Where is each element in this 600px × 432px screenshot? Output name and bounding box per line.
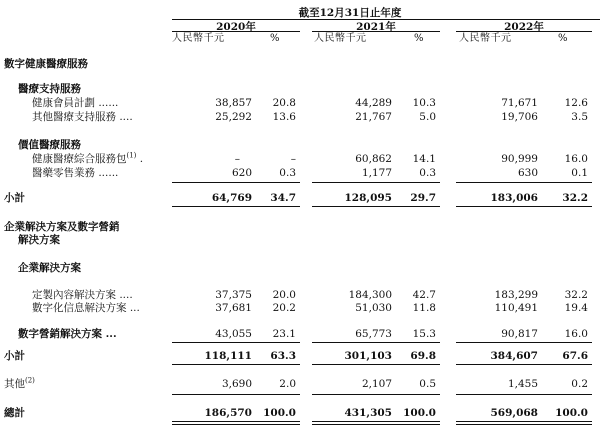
unit-rmb-2022: 人民幣千元 <box>459 33 512 44</box>
total-2021: 431,305 <box>344 407 392 419</box>
total-2021-pct: 100.0 <box>403 407 436 419</box>
subtotal1-top-rule-2020 <box>172 182 300 183</box>
subtotal1-top-rule-2022 <box>456 182 592 183</box>
section-enterprise-digital-line1: 企業解決方案及數字營銷 <box>4 221 120 233</box>
subtotal2-label: 小計 <box>4 350 25 362</box>
unit-pct-2021: % <box>414 33 425 44</box>
digital-marketing-2022: 90,817 <box>501 328 538 340</box>
other-medical-support-2022: 19,706 <box>501 111 538 123</box>
year-2022-header: 2022年 <box>504 21 544 33</box>
total-2022: 569,068 <box>490 407 538 419</box>
total-2022-pct: 100.0 <box>555 407 588 419</box>
pharma-retail-2021-pct: 0.3 <box>419 167 436 179</box>
subtotal2-2020-pct: 63.3 <box>270 350 296 362</box>
subtotal2-2021-pct: 69.8 <box>410 350 436 362</box>
unit-rmb-2020: 人民幣千元 <box>172 33 225 44</box>
pharma-retail-2022: 630 <box>517 167 538 179</box>
digital-marketing-2021: 65,773 <box>355 328 392 340</box>
subtotal2-2022: 384,607 <box>490 350 538 362</box>
subtotal2-2020: 118,111 <box>204 350 252 362</box>
health-package-2022: 90,999 <box>501 153 538 165</box>
year-2020-header: 2020年 <box>216 21 256 33</box>
period-underline <box>172 19 600 20</box>
total-double-rule-b-2021 <box>312 424 440 425</box>
health-package-2021: 60,862 <box>355 153 392 165</box>
other-medical-support-2020: 25,292 <box>215 111 252 123</box>
total-label: 總計 <box>4 407 25 419</box>
total-2020: 186,570 <box>204 407 252 419</box>
unit-pct-2020: % <box>270 33 281 44</box>
health-package-2021-pct: 14.1 <box>412 153 436 165</box>
subtotal1-bottom-rule-2022 <box>456 206 592 207</box>
health-member-2021-pct: 10.3 <box>412 97 436 109</box>
digital-marketing-2022-pct: 16.0 <box>564 328 588 340</box>
health-member-2020-pct: 20.8 <box>272 97 296 109</box>
custom-content-2022: 183,299 <box>494 289 538 301</box>
pharma-retail-2020-pct: 0.3 <box>279 167 296 179</box>
subsection-enterprise-solutions: 企業解決方案 <box>18 262 81 274</box>
others-label: 其他$^{(2)}$ <box>4 376 35 390</box>
row-label-custom-content: 定製內容解決方案 .... <box>32 289 133 301</box>
digitalization-2020: 37,681 <box>215 302 252 314</box>
year-2020-underline <box>172 31 300 32</box>
custom-content-2020: 37,375 <box>215 289 252 301</box>
subtotal1-2022: 183,006 <box>490 192 538 204</box>
health-member-2022-pct: 12.6 <box>564 97 588 109</box>
subsection-medical-support: 醫療支持服務 <box>18 83 81 95</box>
custom-content-2021-pct: 42.7 <box>412 289 436 301</box>
digital-marketing-2020-pct: 23.1 <box>272 328 296 340</box>
digitalization-2021-pct: 11.8 <box>412 302 436 314</box>
row-label-pharma-retail: 醫藥零售業務 ...... <box>32 167 119 179</box>
subtotal1-bottom-rule-2021 <box>312 206 440 207</box>
subtotal1-top-rule-2021 <box>312 182 440 183</box>
digitalization-2021: 51,030 <box>355 302 392 314</box>
digital-marketing-2021-pct: 15.3 <box>412 328 436 340</box>
subtotal1-2020: 64,769 <box>211 192 252 204</box>
others-2021: 2,107 <box>361 378 392 390</box>
year-2021-header: 2021年 <box>356 21 396 33</box>
subtotal2-bottom-rule-2021 <box>312 364 440 365</box>
others-2021-pct: 0.5 <box>419 378 436 390</box>
subtotal2-2021: 301,103 <box>344 350 392 362</box>
health-member-2022: 71,671 <box>501 97 538 109</box>
others-2022: 1,455 <box>507 378 538 390</box>
health-package-2020-pct: – <box>290 153 296 165</box>
subtotal2-top-rule-2022 <box>456 342 592 343</box>
digitalization-2020-pct: 20.2 <box>272 302 296 314</box>
row-label-digitalization: 數字化信息解決方案 ... <box>32 302 140 314</box>
other-medical-support-2021: 21,767 <box>355 111 392 123</box>
subtotal1-label: 小計 <box>4 192 25 204</box>
custom-content-2021: 184,300 <box>348 289 392 301</box>
health-member-2021: 44,289 <box>355 97 392 109</box>
subtotal2-bottom-rule-2020 <box>172 364 300 365</box>
others-2020-pct: 2.0 <box>279 378 296 390</box>
pharma-retail-2022-pct: 0.1 <box>571 167 588 179</box>
health-member-2020: 38,857 <box>215 97 252 109</box>
section-digital-health: 數字健康醫療服務 <box>4 58 88 70</box>
total-double-rule-b-2022 <box>456 424 592 425</box>
subtotal1-2020-pct: 34.7 <box>270 192 296 204</box>
row-label-health-package: 健康醫療綜合服務包$^{(1)}$ . <box>32 151 144 165</box>
period-header: 截至12月31日止年度 <box>298 7 402 19</box>
digitalization-2022-pct: 19.4 <box>564 302 588 314</box>
pharma-retail-2021: 1,177 <box>361 167 392 179</box>
year-2021-underline <box>312 31 440 32</box>
digital-marketing-2020: 43,055 <box>215 328 252 340</box>
total-top-rule-2020 <box>172 394 300 395</box>
health-package-2020: – <box>234 153 240 165</box>
subtotal2-bottom-rule-2022 <box>456 364 592 365</box>
custom-content-2020-pct: 20.0 <box>272 289 296 301</box>
row-label-health-member: 健康會員計劃 ...... <box>32 97 119 109</box>
total-top-rule-2021 <box>312 394 440 395</box>
subsection-value-services: 價值醫療服務 <box>18 139 81 151</box>
total-double-rule-a-2022 <box>456 421 592 422</box>
subtotal2-top-rule-2021 <box>312 342 440 343</box>
total-double-rule-a-2021 <box>312 421 440 422</box>
others-2020: 3,690 <box>221 378 252 390</box>
total-double-rule-a-2020 <box>172 421 300 422</box>
digitalization-2022: 110,491 <box>494 302 538 314</box>
total-double-rule-b-2020 <box>172 424 300 425</box>
subtotal2-top-rule-2020 <box>172 342 300 343</box>
total-top-rule-2022 <box>456 394 592 395</box>
pharma-retail-2020: 620 <box>231 167 252 179</box>
subtotal1-2021-pct: 29.7 <box>410 192 436 204</box>
other-medical-support-2021-pct: 5.0 <box>419 111 436 123</box>
health-package-2022-pct: 16.0 <box>564 153 588 165</box>
others-2022-pct: 0.2 <box>571 378 588 390</box>
custom-content-2022-pct: 32.2 <box>564 289 588 301</box>
total-2020-pct: 100.0 <box>263 407 296 419</box>
other-medical-support-2020-pct: 13.6 <box>272 111 296 123</box>
year-2022-underline <box>456 31 592 32</box>
subtotal1-2021: 128,095 <box>344 192 392 204</box>
unit-pct-2022: % <box>558 33 569 44</box>
row-label-digital-marketing: 數字營銷解決方案 ... <box>18 328 117 340</box>
subtotal1-bottom-rule-2020 <box>172 206 300 207</box>
section-enterprise-digital-line2: 解決方案 <box>18 234 60 246</box>
other-medical-support-2022-pct: 3.5 <box>571 111 588 123</box>
unit-rmb-2021: 人民幣千元 <box>314 33 367 44</box>
row-label-other-medical-support: 其他醫療支持服務 .... <box>32 111 133 123</box>
subtotal1-2022-pct: 32.2 <box>562 192 588 204</box>
subtotal2-2022-pct: 67.6 <box>562 350 588 362</box>
